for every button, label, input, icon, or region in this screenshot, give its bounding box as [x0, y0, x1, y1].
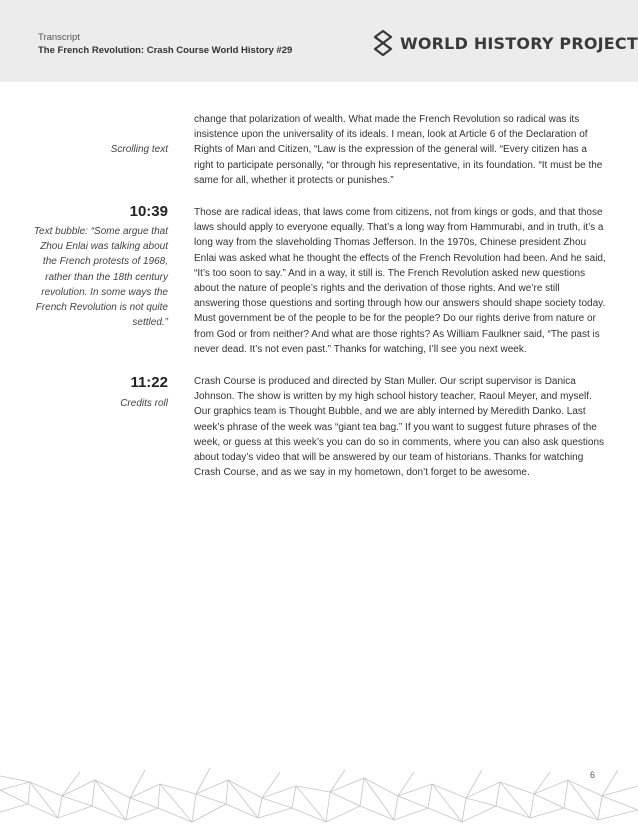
transcript-paragraph-2: Those are radical ideas, that laws come from citizens, not from kings or gods, and that those laws should apply to everyone equally. That’s a long way from Hammurabi, and in truth, it’s a long way from the slaveholding Thomas Jefferson. In the 1970s, Chinese president Zhou Enlai was asked what he thought the effects of the French Revolution had been. And he said, “It’s too soon to say.” And in a way, it still is. The French Revolution asked new questions about the nature of people’s rights and the derivation of those rights. And we’re still answering those questions and sorting through how our answers should shape society today. Must government be of the people to be for the people? Do our rights derive from nature or from God or from neither? And what are those rights? As William Faulkner said, “The past is never dead. It’s not even past.” Thanks for watching, I’ll see you next week. — [194, 207, 606, 355]
logo — [372, 28, 638, 58]
page-number: 6 — [590, 770, 596, 780]
page-header — [0, 0, 638, 82]
logo-text: WORLD HISTORY PROJECT — [400, 33, 638, 53]
world-history-project-logo-icon — [372, 29, 394, 57]
cue-credits-roll: Credits roll — [120, 398, 168, 409]
timestamp-11-22: 11:22 — [130, 374, 168, 391]
timestamp-10-39: 10:39 — [129, 203, 168, 220]
cue-scrolling-text: Scrolling text — [110, 144, 168, 155]
transcript-paragraph-3: Crash Course is produced and directed by Stan Muller. Our script supervisor is Danica Johnson. The show is written by my high school history teacher, Raoul Meyer, and myself. Our graphics team is Thought Bubble, and we are ably interned by Meredith Danko. Last week’s phrase of the week was “giant tea bag.” If you want to suggest future phrases of the week, or guess at this week’s you can do so in comments, where you can also ask questions about today’s video that will be answered by our team of historians. Thanks for watching Crash Course, and as we say in my hometown, don’t forget to be awesome. — [194, 376, 605, 479]
cue-text-bubble: Text bubble: “Some argue that Zhou Enlai was talking about the French protests of 1968, rather than the 18th century revolution. In some ways the French Revolution is not quite settled.” — [33, 226, 168, 329]
header-title: The French Revolution: Crash Course World History #29 — [38, 45, 293, 56]
transcript-paragraph-1: change that polarization of wealth. What made the French Revolution so radical was its insistence upon the universality of its ideals. I mean, look at Article 6 of the Declaration of Rights of Man and Citizen, “Law is the expression of the general will. “Every citizen has a right to participate personally, “or through his representative, in its foundation. “It must be the same for all, whether it protects or punishes.” — [194, 114, 603, 186]
header-label: Transcript — [38, 32, 80, 43]
geometric-mesh-footer-decoration — [0, 768, 638, 826]
